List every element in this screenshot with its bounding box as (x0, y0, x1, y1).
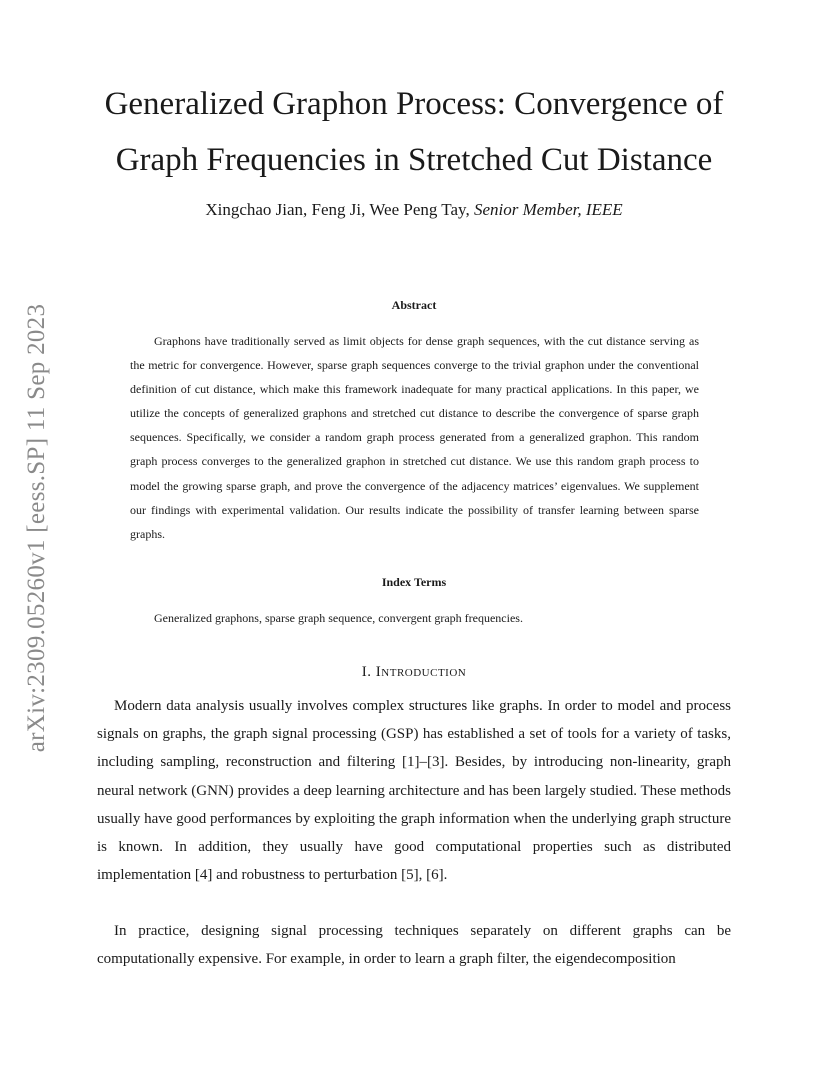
intro-paragraph-2: In practice, designing signal processing techniques separately on different graphs can be computationally expensive. For example, in order to learn a graph filter, the eigendecomposition (97, 923, 731, 968)
section-numeral: I. (361, 664, 376, 680)
author-membership: Senior Member, IEEE (473, 200, 623, 219)
author-line (60, 199, 768, 221)
introduction-heading (97, 662, 731, 682)
paper-title: Generalized Graphon Process: Convergence of Graph Frequencies in Stretched Cut Distance (104, 86, 724, 178)
abstract-text: Graphons have traditionally served as limit objects for dense graph sequences, with the cut distance serving as the metric for convergence. However, sparse graph sequences converge to the trivial graphon under the conventional definition of cut distance, which make this framework inadequate for many practical applications. In this paper, we utilize the concepts of generalized graphons and stretched cut distance to describe the convergence of sparse graph sequences. Specifically, we consider a random graph process generated from a generalized graphon. This random graph process converges to the generalized graphon in stretched cut distance. We use this random graph process to model the growing sparse graph, and prove the convergence of the adjacency matrices’ eigenvalues. We supplement our findings with experimental validation. Our results indicate the possibility of transfer learning between sparse graphs. (130, 334, 699, 541)
section-title: Introduction (375, 664, 467, 680)
intro-paragraph-1: Modern data analysis usually involves complex structures like graphs. In order to model and process signals on graphs, the graph signal processing (GSP) has established a set of tools for a variety of tasks, including sampling, reconstruction and filtering [1]–[3]. Besides, by introducing non-linearity, graph neural network (GNN) provides a deep learning architecture and has been largely studied. These methods usually have good performances by exploiting the graph information when the underlying graph structure is known. In addition, they usually have good computational properties such as distributed implementation [4] and robustness to perturbation [5], [6]. (97, 698, 731, 884)
abstract-heading: Abstract (391, 298, 437, 312)
index-terms-heading: Index Terms (381, 575, 447, 589)
author-names: Xingchao Jian, Feng Ji, Wee Peng Tay, (205, 200, 474, 219)
index-terms-text: Generalized graphons, sparse graph sequence, convergent graph frequencies. (154, 611, 523, 625)
arxiv-identifier-stamp: arXiv:2309.05260v1 [eess.SP] 11 Sep 2023 (23, 303, 50, 753)
